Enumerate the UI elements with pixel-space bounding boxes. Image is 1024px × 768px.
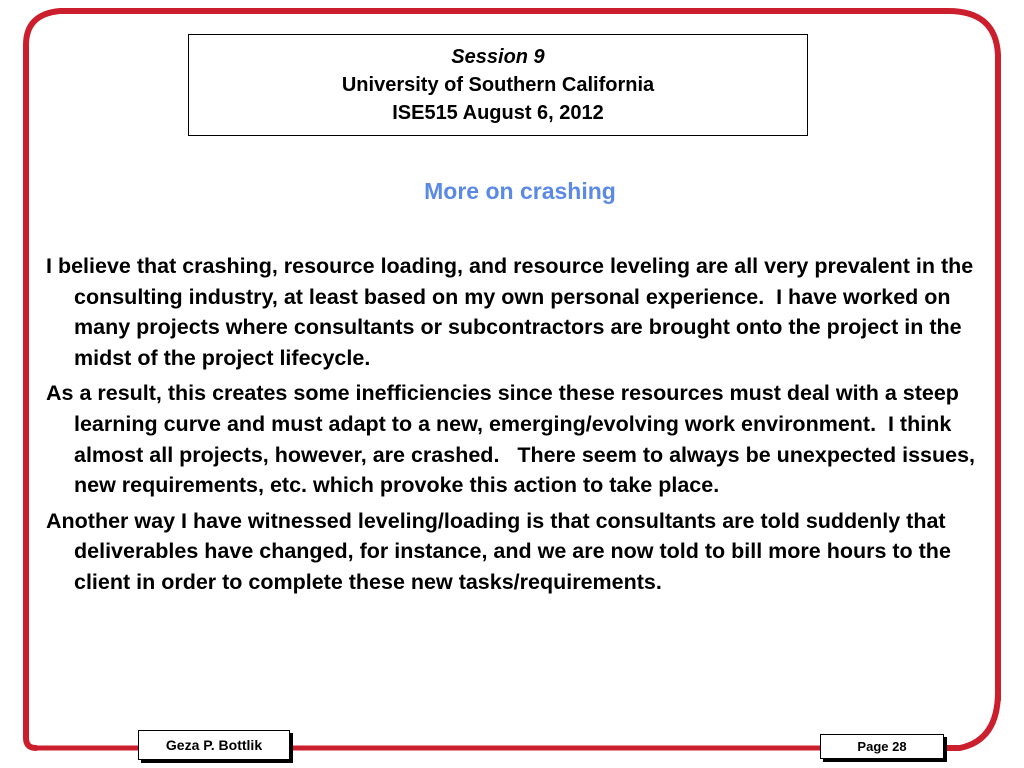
university-label: University of Southern California [341,74,655,96]
paragraph-2: As a result, this creates some inefficiencies since these resources must deal with a steep learning curve and must adapt to a new, emerging/evolving work environment. I think almost all projects, however, are crashed. There seem to always be unexpected issues, new requirements, etc. which provoke this action to take place. [46,381,981,498]
course-date-label: ISE515 August 6, 2012 [392,102,604,124]
author-footer: Geza P. Bottlik [138,730,290,760]
paragraph-1: I believe that crashing, resource loading, and resource leveling are all very prevalent in the consulting industry, at least based on my own personal experience. I have worked on many projects where consultants or subcontractors are brought onto the project in the midst of the project lifecycle. [46,254,980,370]
page-number: Page 28 [820,734,944,759]
slide-body [46,251,981,603]
header-box [188,34,808,136]
paragraph-3: Another way I have witnessed leveling/loading is that consultants are told suddenly that deliverables have changed, for instance, and we are now told to bill more hours to the client in order to complete these new tasks/requirements. [46,508,957,594]
session-label: Session 9 [451,46,545,68]
slide-title: More on crashing [424,178,616,204]
